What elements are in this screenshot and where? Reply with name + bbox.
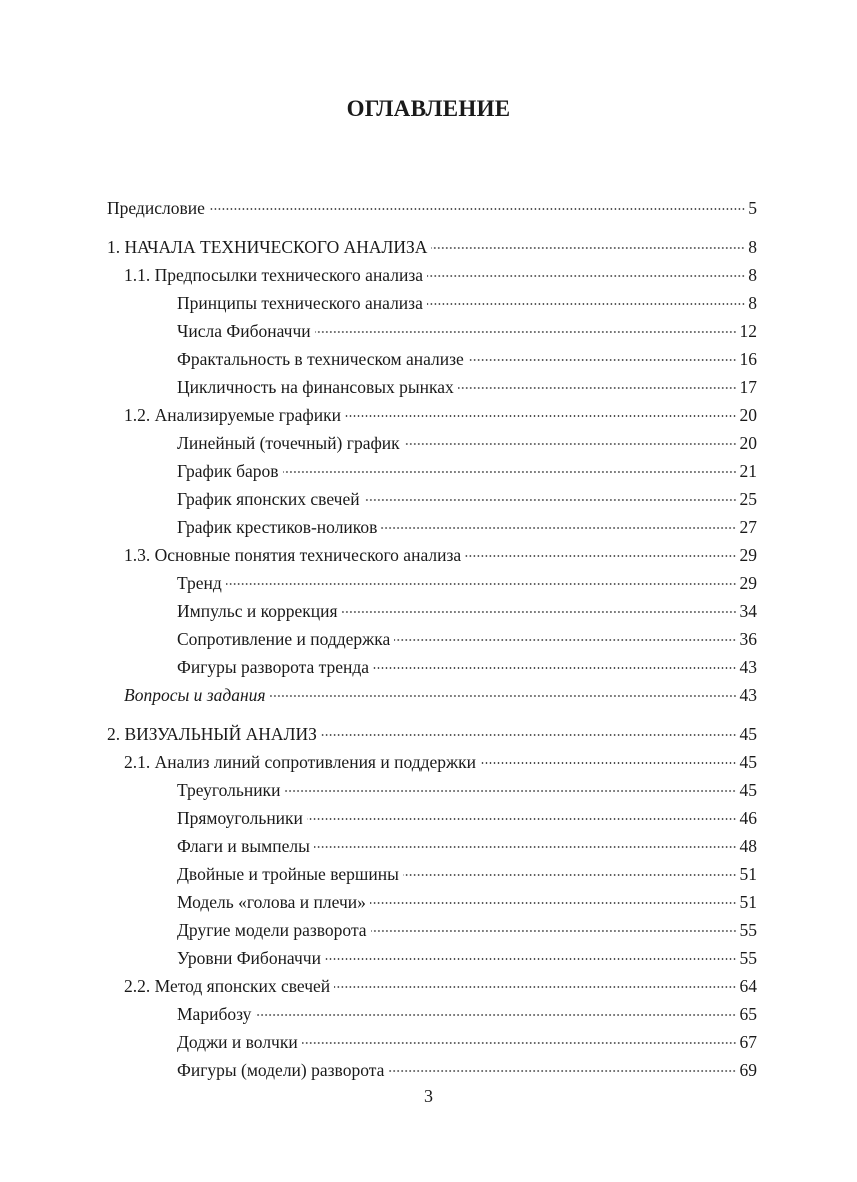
toc-entry-label: Флаги и вымпелы <box>177 836 310 856</box>
toc-entry-page: 20 <box>739 405 757 425</box>
page-number: 3 <box>424 1086 433 1106</box>
toc-entry-label: Треугольники <box>177 780 281 800</box>
toc-entry-page: 69 <box>739 1060 757 1080</box>
toc-entry-page: 43 <box>739 657 757 677</box>
leader-dots <box>427 275 745 277</box>
toc-entry-label: Импульс и коррекция <box>177 601 338 621</box>
toc-entry-label: Цикличность на финансовых рынках <box>177 377 454 397</box>
toc-entry-page: 45 <box>739 724 757 744</box>
toc-entry-subsection[interactable] <box>107 373 757 401</box>
toc-entry-label: Фигуры (модели) разворота <box>177 1060 385 1080</box>
toc-entry-section-2-1[interactable] <box>107 748 757 776</box>
toc-entry-page: 8 <box>748 237 757 257</box>
toc-entry-subsection[interactable] <box>107 1056 757 1084</box>
toc-entry-page: 8 <box>748 293 757 313</box>
leader-dots <box>431 247 745 249</box>
leader-dots <box>334 986 736 988</box>
leader-dots <box>370 902 737 904</box>
toc-entry-subsection[interactable] <box>107 345 757 373</box>
toc-entry-section-1-1[interactable] <box>107 261 757 289</box>
toc-entry-subsection[interactable] <box>107 513 757 541</box>
toc-entry-label: 1.3. Основные понятия технического анализа <box>124 545 462 565</box>
toc-entry-page: 34 <box>739 601 757 621</box>
toc-entry-subsection[interactable] <box>107 776 757 804</box>
toc-entry-label: Прямоугольники <box>177 808 303 828</box>
leader-dots <box>404 443 737 445</box>
toc-entry-subsection[interactable] <box>107 653 757 681</box>
toc-entry-page: 8 <box>748 265 757 285</box>
toc-entry-page: 64 <box>739 976 757 996</box>
toc-entry-subsection[interactable] <box>107 429 757 457</box>
toc-entry-page: 48 <box>739 836 757 856</box>
leader-dots <box>302 1042 737 1044</box>
toc-entry-page: 51 <box>739 892 757 912</box>
toc-entry-page: 45 <box>739 752 757 772</box>
toc-entry-preface[interactable] <box>107 194 757 222</box>
toc-entry-chapter-1[interactable] <box>107 233 757 261</box>
toc-entry-subsection[interactable] <box>107 1028 757 1056</box>
toc-entry-page: 27 <box>739 517 757 537</box>
toc-entry-label: 1.1. Предпосылки технического анализа <box>124 265 424 285</box>
leader-dots <box>284 790 736 792</box>
toc-entry-subsection[interactable] <box>107 860 757 888</box>
leader-dots <box>427 303 745 305</box>
toc-entry-subsection[interactable] <box>107 832 757 860</box>
leader-dots <box>209 208 745 210</box>
toc-entry-questions[interactable] <box>107 681 757 709</box>
toc-entry-subsection[interactable] <box>107 485 757 513</box>
toc-entry-page: 43 <box>739 685 757 705</box>
leader-dots <box>315 331 737 333</box>
leader-dots <box>373 667 736 669</box>
toc-entry-label: Другие модели разворота <box>177 920 367 940</box>
leader-dots <box>325 958 737 960</box>
toc-entry-page: 55 <box>739 920 757 940</box>
toc-entry-page: 25 <box>739 489 757 509</box>
toc-entry-label: График крестиков-ноликов <box>177 517 378 537</box>
leader-dots <box>226 583 737 585</box>
toc-entry-subsection[interactable] <box>107 457 757 485</box>
leader-dots <box>468 359 737 361</box>
leader-dots <box>321 734 737 736</box>
toc-entry-label: 1.2. Анализируемые графики <box>124 405 341 425</box>
toc-entry-label: Фрактальность в техническом анализе <box>177 349 464 369</box>
leader-dots <box>270 695 737 697</box>
toc-entry-label: Модель «голова и плечи» <box>177 892 366 912</box>
toc-entry-page: 5 <box>748 198 757 218</box>
toc-entry-subsection[interactable] <box>107 289 757 317</box>
toc-entry-page: 29 <box>739 573 757 593</box>
toc-entry-section-1-2[interactable] <box>107 401 757 429</box>
toc-entry-section-2-2[interactable] <box>107 972 757 1000</box>
toc-entry-subsection[interactable] <box>107 916 757 944</box>
toc-entry-label: 2.1. Анализ линий сопротивления и поддержки <box>124 752 476 772</box>
leader-dots <box>307 818 737 820</box>
toc-entry-subsection[interactable] <box>107 597 757 625</box>
toc-entry-section-1-3[interactable] <box>107 541 757 569</box>
toc-entry-label: Сопротивление и поддержка <box>177 629 391 649</box>
toc-entry-page: 17 <box>739 377 757 397</box>
toc-entry-label: Предисловие <box>107 198 205 218</box>
leader-dots <box>394 639 736 641</box>
leader-dots <box>364 499 737 501</box>
leader-dots <box>342 611 737 613</box>
toc-entry-page: 55 <box>739 948 757 968</box>
toc-entry-label: Числа Фибоначчи <box>177 321 311 341</box>
toc-entry-label: График японских свечей <box>177 489 360 509</box>
toc-entry-page: 12 <box>739 321 757 341</box>
table-of-contents <box>107 194 757 1084</box>
toc-entry-page: 16 <box>739 349 757 369</box>
toc-entry-subsection[interactable] <box>107 804 757 832</box>
toc-entry-label: Принципы технического анализа <box>177 293 423 313</box>
toc-entry-subsection[interactable] <box>107 317 757 345</box>
toc-entry-subsection[interactable] <box>107 888 757 916</box>
toc-entry-subsection[interactable] <box>107 569 757 597</box>
leader-dots <box>403 874 737 876</box>
toc-entry-label: 1. НАЧАЛА ТЕХНИЧЕСКОГО АНАЛИЗА <box>107 237 428 257</box>
toc-entry-label: Линейный (точечный) график <box>177 433 400 453</box>
toc-entry-page: 46 <box>739 808 757 828</box>
toc-entry-subsection[interactable] <box>107 1000 757 1028</box>
leader-dots <box>314 846 737 848</box>
leader-dots <box>465 555 736 557</box>
leader-dots <box>381 527 736 529</box>
toc-entry-subsection[interactable] <box>107 625 757 653</box>
leader-dots <box>345 415 737 417</box>
toc-entry-label: Уровни Фибоначчи <box>177 948 321 968</box>
toc-entry-label: 2.2. Метод японских свечей <box>124 976 331 996</box>
toc-entry-label: Двойные и тройные вершины <box>177 864 399 884</box>
leader-dots <box>388 1070 736 1072</box>
leader-dots <box>480 762 737 764</box>
toc-entry-page: 36 <box>739 629 757 649</box>
leader-dots <box>458 387 737 389</box>
toc-entry-page: 65 <box>739 1004 757 1024</box>
leader-dots <box>283 471 737 473</box>
toc-entry-label: Доджи и волчки <box>177 1032 298 1052</box>
leader-dots <box>255 1014 736 1016</box>
toc-entry-page: 21 <box>739 461 757 481</box>
toc-entry-label: 2. ВИЗУАЛЬНЫЙ АНАЛИЗ <box>107 724 317 744</box>
toc-entry-page: 51 <box>739 864 757 884</box>
toc-entry-subsection[interactable] <box>107 944 757 972</box>
toc-entry-label: Фигуры разворота тренда <box>177 657 370 677</box>
toc-entry-label: График баров <box>177 461 279 481</box>
page-title: ОГЛАВЛЕНИЕ <box>346 96 511 121</box>
toc-entry-page: 29 <box>739 545 757 565</box>
toc-entry-label: Вопросы и задания <box>124 685 266 705</box>
toc-entry-chapter-2[interactable] <box>107 720 757 748</box>
toc-entry-label: Марибозу <box>177 1004 252 1024</box>
toc-entry-page: 20 <box>739 433 757 453</box>
toc-entry-page: 45 <box>739 780 757 800</box>
toc-entry-page: 67 <box>739 1032 757 1052</box>
leader-dots <box>371 930 737 932</box>
toc-entry-label: Тренд <box>177 573 222 593</box>
